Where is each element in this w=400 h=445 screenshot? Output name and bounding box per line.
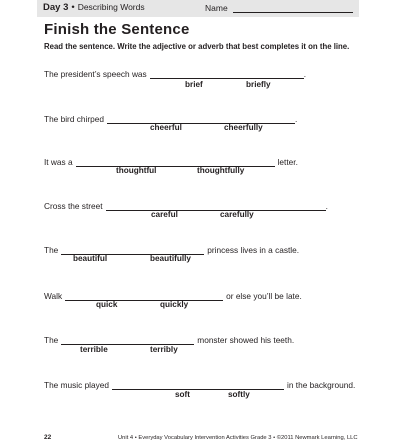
footer-credit: Unit 4 • Everyday Vocabulary Intervention Activities Grade 3 • ©2011 Newmark Learning, LLC	[118, 435, 358, 441]
word-choice-adverb: carefully	[220, 210, 254, 219]
sentence-text-before: Cross the street	[44, 201, 103, 211]
sentence-text-before: Walk	[44, 291, 63, 301]
instructions: Read the sentence. Write the adjective or adverb that best completes it on the line.	[44, 42, 350, 51]
sentence-text-after: letter.	[277, 157, 298, 167]
word-choice-adverb: thoughtfully	[197, 166, 245, 175]
page-number: 22	[44, 434, 52, 441]
page-title: Finish the Sentence	[44, 21, 190, 38]
sentence-text-before: The president’s speech was	[44, 69, 147, 79]
answer-blank-6[interactable]	[65, 292, 223, 301]
word-choice-adjective: brief	[185, 80, 203, 89]
word-choice-adjective: cheerful	[150, 123, 182, 132]
sentence-8	[44, 378, 355, 390]
sentence-text-after: princess lives in a castle.	[207, 245, 300, 255]
sentence-1	[44, 67, 306, 79]
bullet-separator: •	[71, 2, 75, 13]
day-heading	[43, 2, 145, 13]
answer-blank-8[interactable]	[112, 381, 284, 390]
word-choice-adjective: terrible	[80, 345, 108, 354]
word-choice-adjective: careful	[151, 210, 178, 219]
sentence-text-after: .	[303, 69, 307, 79]
sentence-text-after: or else you’ll be late.	[226, 291, 302, 301]
word-choice-adjective: soft	[175, 390, 191, 399]
sentence-text-after: .	[325, 201, 328, 211]
name-field[interactable]	[233, 12, 353, 13]
sentence-text-after: .	[294, 114, 298, 124]
sentence-3	[44, 155, 298, 167]
sentence-text-before: It was a	[44, 157, 73, 167]
topic-label: Describing Words	[77, 2, 145, 12]
word-choice-adverb: briefly	[246, 80, 271, 89]
word-choice-adverb: cheerfully	[224, 123, 263, 132]
answer-blank-4[interactable]	[106, 202, 326, 211]
sentence-text-before: The	[44, 245, 59, 255]
answer-blank-7[interactable]	[61, 336, 194, 345]
word-choice-adverb: beautifully	[150, 254, 191, 263]
answer-blank-1[interactable]	[150, 69, 307, 79]
sentence-text-before: The	[44, 335, 59, 345]
word-choice-adjective: thoughtful	[116, 166, 157, 175]
word-choice-adverb: softly	[228, 390, 250, 399]
word-choice-adverb: terribly	[150, 345, 178, 354]
answer-blank-2[interactable]	[107, 114, 298, 124]
sentence-text-before: The music played	[44, 380, 110, 390]
sentence-text-after: in the background.	[287, 380, 356, 390]
sentence-4	[44, 199, 328, 211]
sentence-text-after: monster showed his teeth.	[197, 335, 295, 345]
word-choice-adjective: beautiful	[73, 254, 108, 263]
name-label: Name	[205, 3, 228, 13]
answer-blank-3[interactable]	[76, 158, 275, 167]
sentence-text-before: The bird chirped	[44, 114, 104, 124]
word-choice-adjective: quick	[96, 300, 118, 309]
word-choice-adverb: quickly	[160, 300, 189, 309]
day-label: Day 3	[43, 2, 69, 13]
sentence-7	[44, 333, 294, 345]
